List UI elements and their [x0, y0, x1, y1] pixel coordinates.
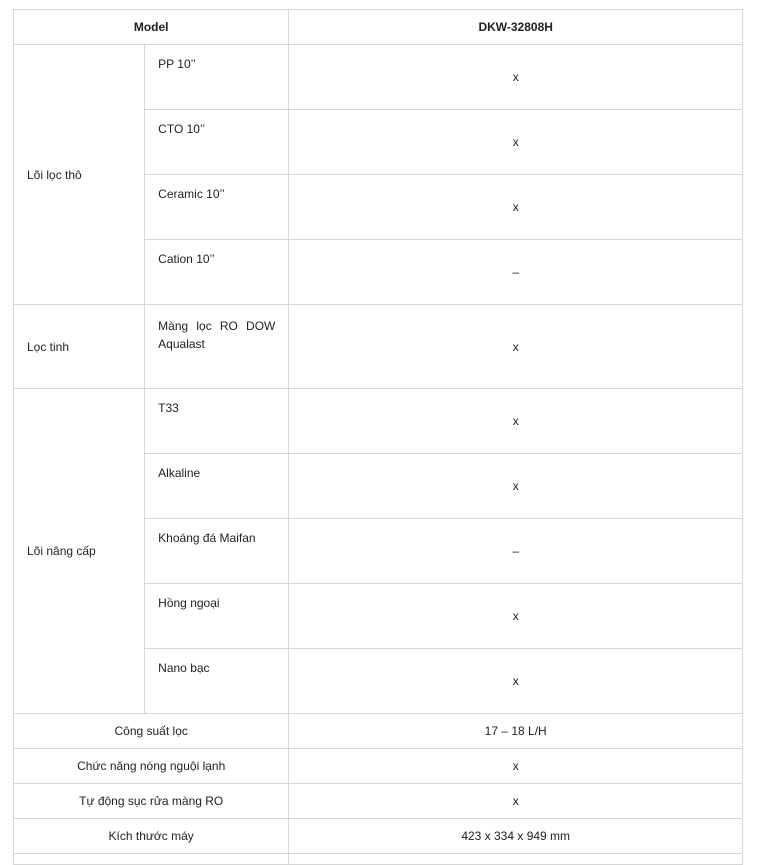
item-value: x [289, 305, 743, 389]
item-name: T33 [145, 389, 289, 454]
empty-cell [289, 854, 743, 865]
item-name: Hồng ngoại [145, 584, 289, 649]
group-label-loi-nang-cap: Lõi nâng cấp [14, 389, 145, 714]
group-label-loc-tinh: Lọc tinh [14, 305, 145, 389]
table-row [14, 784, 743, 819]
item-name: CTO 10’’ [145, 110, 289, 175]
item-name-cell [145, 305, 289, 389]
item-name: Cation 10’’ [145, 240, 289, 305]
item-name: PP 10’’ [145, 45, 289, 110]
table-row-cutoff [14, 854, 743, 865]
table-row [14, 305, 743, 389]
row-value: x [289, 749, 743, 784]
table-row [14, 749, 743, 784]
row-value: 423 x 334 x 949 mm [289, 819, 743, 854]
table-row [14, 819, 743, 854]
spec-table [13, 9, 743, 865]
item-name: Khoáng đá Maifan [145, 519, 289, 584]
table-row [14, 45, 743, 110]
header-row [14, 10, 743, 45]
item-value: – [289, 240, 743, 305]
row-value: 17 – 18 L/H [289, 714, 743, 749]
item-name: Ceramic 10’’ [145, 175, 289, 240]
row-label: Kích thước máy [14, 819, 289, 854]
item-value: x [289, 454, 743, 519]
item-name: Alkaline [145, 454, 289, 519]
item-value: x [289, 175, 743, 240]
row-label: Công suất lọc [14, 714, 289, 749]
table-row [14, 714, 743, 749]
empty-cell [14, 854, 289, 865]
item-value: x [289, 649, 743, 714]
item-value: x [289, 389, 743, 454]
group-label-loi-loc-tho: Lõi lọc thô [14, 45, 145, 305]
item-value: x [289, 110, 743, 175]
model-value: DKW-32808H [289, 10, 743, 45]
item-name: Nano bạc [145, 649, 289, 714]
table-row [14, 389, 743, 454]
item-name: Màng lọc RO DOW Aqualast [158, 319, 276, 351]
model-label: Model [14, 10, 289, 45]
row-value: x [289, 784, 743, 819]
item-value: x [289, 45, 743, 110]
row-label: Tự động sục rửa màng RO [14, 784, 289, 819]
item-value: x [289, 584, 743, 649]
row-label: Chức năng nóng nguội lạnh [14, 749, 289, 784]
item-value: – [289, 519, 743, 584]
